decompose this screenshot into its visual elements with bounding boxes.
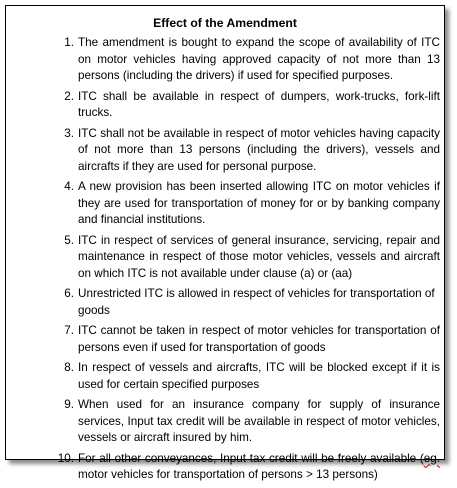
item-number: 7. bbox=[64, 324, 74, 337]
list-item bbox=[6, 179, 446, 229]
item-text: The amendment is bought to expand the scope of availability of ITC on motor vehicles having approved capacity of not more than 13 persons (including the drivers) if used for specified purposes. bbox=[78, 36, 440, 82]
item-number: 8. bbox=[64, 361, 74, 374]
list-item bbox=[6, 360, 446, 393]
list-item bbox=[6, 323, 446, 356]
item-text bbox=[78, 451, 440, 484]
list-item bbox=[6, 126, 446, 176]
item-number: 1. bbox=[64, 36, 74, 49]
item-number: 6. bbox=[64, 287, 74, 300]
item-text: Unrestricted ITC is allowed in respect of vehicles for transportation of goods bbox=[78, 287, 435, 317]
item-text-part: motor vehicles for transportation of persons > 13 persons) bbox=[78, 468, 378, 481]
document-frame bbox=[5, 5, 445, 481]
list-item bbox=[6, 233, 446, 283]
item-number: 3. bbox=[64, 126, 74, 140]
list-item bbox=[6, 35, 446, 85]
item-number: 2. bbox=[64, 89, 74, 103]
item-number: 9. bbox=[64, 398, 74, 411]
item-text: In respect of vessels and aircrafts, ITC will be blocked except if it is used for certain specified purposes bbox=[78, 361, 440, 391]
item-text: ITC in respect of services of general insurance, servicing, repair and maintenance in respect of those motor vehicles, vessels and aircraft on which ITC is not available under clause (a) or (aa) bbox=[78, 233, 440, 280]
item-number: 5. bbox=[64, 233, 74, 247]
list-item bbox=[6, 397, 446, 447]
item-number: 10. bbox=[57, 451, 74, 465]
item-text: ITC cannot be taken in respect of motor vehicles for transportation of persons even if used for transportation of goods bbox=[78, 324, 440, 354]
item-text: ITC shall not be available in respect of motor vehicles having capacity of not more than 13 persons (including the drivers), vessels and aircrafts if they are used for personal purpose. bbox=[78, 126, 440, 173]
item-text: A new provision has been inserted allowing ITC on motor vehicles if they are used for transportation of money for or by banking company and financial institutions. bbox=[78, 180, 440, 226]
item-text: When used for an insurance company for supply of insurance services, Input tax credit will be available in respect of motor vehicles, vessels or aircraft insured by him. bbox=[78, 398, 440, 444]
list-item bbox=[6, 286, 446, 319]
item-text: ITC shall be available in respect of dumpers, work-trucks, fork-lift trucks. bbox=[78, 89, 440, 119]
list-item bbox=[6, 89, 446, 122]
spellcheck-flagged-word: eg. bbox=[423, 451, 440, 465]
amendment-list bbox=[6, 35, 446, 488]
item-text-part: For all other conveyances, Input tax credit will be freely available ( bbox=[78, 451, 424, 465]
document-title: Effect of the Amendment bbox=[153, 16, 297, 30]
item-number: 4. bbox=[64, 180, 74, 193]
list-item bbox=[6, 451, 446, 484]
